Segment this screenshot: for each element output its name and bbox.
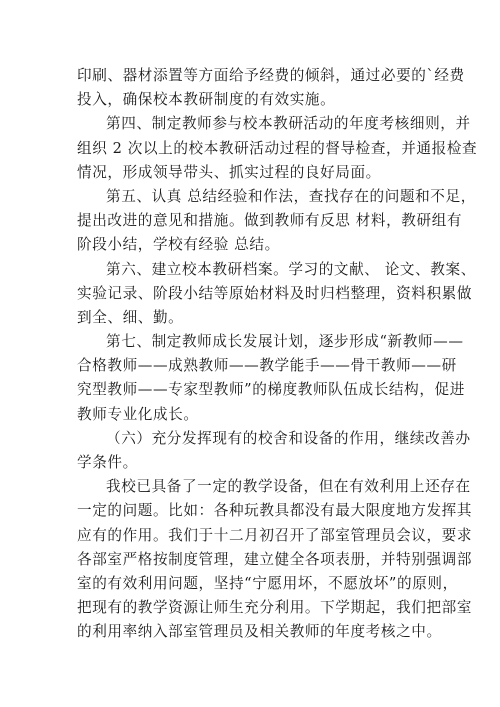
text-line: 投入，确保校本教研制度的有效实施。 xyxy=(77,91,336,109)
text-line: 学条件。 xyxy=(77,454,138,471)
text-line: 第五、认真 总结经验和作法，查找存在的问题和不足， xyxy=(106,187,476,205)
text-line: （六）充分发挥现有的校舍和设备的作用，继续改善办 xyxy=(106,429,471,447)
text-line: 的利用率纳入部室管理员及相关教师的年度考核之中。 xyxy=(77,623,442,641)
document-body xyxy=(77,64,478,645)
text-line: 组织 2 次以上的校本教研活动过程的督导检查，并通报检查 xyxy=(77,139,478,157)
text-line: 把现有的教学资源让师生充分利用。下学期起，我们把部室 xyxy=(77,599,473,617)
text-line: 应有的作用。我们于十二月初召开了部室管理员会议，要求 xyxy=(77,526,473,544)
text-line: 实验记录、阶段小结等原始材料及时归档整理，资料积累做 xyxy=(77,284,473,302)
text-line: 第四、制定教师参与校本教研活动的年度考核细则，并 xyxy=(106,115,471,133)
text-line: 阶段小结，学校有经验 总结。 xyxy=(77,236,280,254)
text-line: 到全、细、勤。 xyxy=(77,308,184,326)
text-line: 究型教师——专家型教师”的梯度教师队伍成长结构，促进 xyxy=(77,381,465,399)
text-line: 各部室严格按制度管理，建立健全各项表册，并特别强调部 xyxy=(77,550,473,568)
text-line: 一定的问题。比如：各种玩教具都没有最大限度地方发挥其 xyxy=(77,502,473,520)
text-line: 印刷、器材添置等方面给予经费的倾斜，通过必要的`经费 xyxy=(77,67,465,84)
text-line: 教师专业化成长。 xyxy=(77,405,199,423)
text-line: 情况，形成领导带头、抓实过程的良好局面。 xyxy=(77,163,381,181)
text-line: 第六、建立校本教研档案。学习的文献、 论文、教案、 xyxy=(106,260,476,278)
text-line: 第七、制定教师成长发展计划，逐步形成“新教师—— xyxy=(106,333,464,351)
text-line: 我校已具备了一定的教学设备，但在有效利用上还存在 xyxy=(106,478,471,496)
text-line: 提出改进的意见和措施。做到教师有反思 材料，教研组有 xyxy=(77,212,463,230)
text-line: 合格教师——成熟教师——教学能手——骨干教师——研 xyxy=(77,357,457,375)
text-line: 室的有效利用问题，坚持“宁愿用坏，不愿放坏”的原则， xyxy=(77,574,458,592)
